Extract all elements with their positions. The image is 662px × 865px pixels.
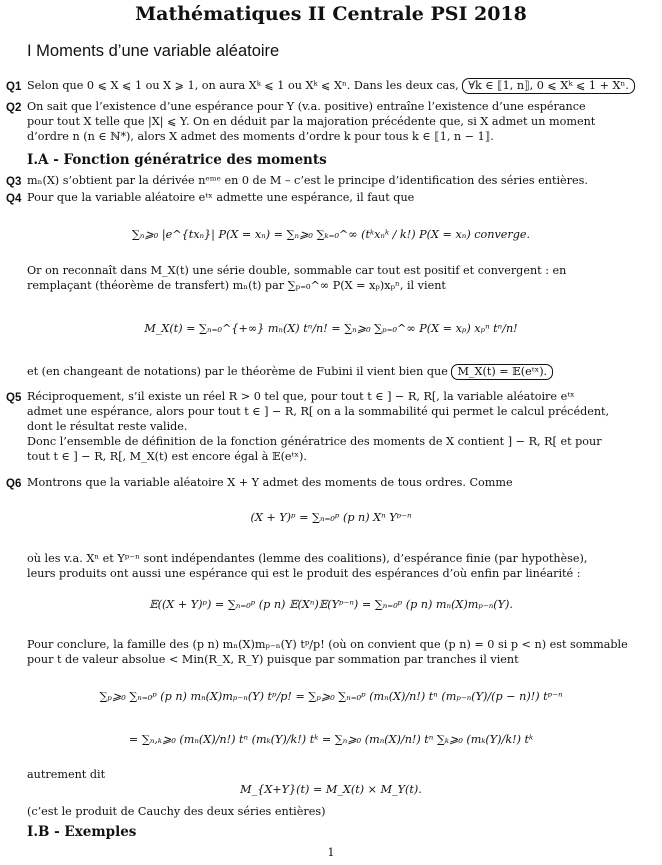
subsection-heading-ib: I.B - Exemples [27, 824, 137, 840]
question-label-q5: Q5 [6, 392, 22, 404]
q2-text [27, 100, 655, 145]
q5-text [27, 390, 655, 464]
q6-equation-2: 𝔼((X + Y)ᵖ) = ∑ₙ₌₀ᵖ (p n) 𝔼(Xⁿ)𝔼(Yᵖ⁻ⁿ) = ∑ₙ₌₀ᵖ (p n) mₙ(X)mₚ₋ₙ(Y). [149, 598, 513, 611]
q6-paragraph-1 [27, 552, 655, 582]
q2-line-1: On sait que l’existence d’une espérance pour Y (v.a. positive) entraîne l’existence d’une espérance [27, 100, 586, 113]
q6-para1-line-1: où les v.a. Xⁿ et Yᵖ⁻ⁿ sont indépendantes (lemme des coalitions), d’espérance finie (par hypothèse), [27, 552, 588, 565]
section-heading: I Moments d’une variable aléatoire [27, 42, 280, 60]
question-label-q6: Q6 [6, 478, 22, 490]
q4-paragraph-1 [27, 264, 655, 294]
q5-line-1: Réciproquement, s’il existe un réel R > 0 tel que, pour tout t ∈ ] − R, R[, la variable aléatoire eᵗˣ [27, 390, 575, 403]
q6-paragraph-4: (c’est le produit de Cauchy des deux séries entières) [27, 805, 326, 818]
q4-para1-line-1: Or on reconnaît dans M_X(t) une série double, sommable car tout est positif et convergent : en [27, 264, 567, 277]
q6-text: Montrons que la variable aléatoire X + Y admet des moments de tous ordres. Comme [27, 476, 513, 489]
q6-paragraph-3: autrement dit [27, 768, 106, 781]
q4-text: Pour que la variable aléatoire eᵗˣ admette une espérance, il faut que [27, 191, 415, 204]
q3-text: mₙ(X) s’obtient par la dérivée nᵉᵐᵉ en 0 de M – c’est le principe d’identification des séries entières. [27, 174, 588, 187]
document-title: Mathématiques II Centrale PSI 2018 [135, 3, 527, 25]
q6-equation-4: = ∑ₙ,ₖ⩾₀ (mₙ(X)/n!) tⁿ (mₖ(Y)/k!) tᵏ = ∑ₙ⩾₀ (mₙ(X)/n!) tⁿ ∑ₖ⩾₀ (mₖ(Y)/k!) tᵏ [128, 733, 534, 746]
q2-line-2: pour tout X telle que |X| ⩽ Y. On en déduit par la majoration précédente que, si X admet un moment [27, 114, 596, 128]
q2-line-3: d’ordre n (n ∈ ℕ*), alors X admet des moments d’ordre k pour tous k ∈ ⟦1, n − 1⟧. [27, 129, 494, 143]
q6-para1-line-2: leurs produits ont aussi une espérance qui est le produit des espérances d’où enfin par linéarité : [27, 566, 581, 580]
q5-line-2: admet une espérance, alors pour tout t ∈ ] − R, R[ on a la sommabilité qui permet le calcul précédent, [27, 404, 610, 418]
q6-equation-3: ∑ₚ⩾₀ ∑ₙ₌₀ᵖ (p n) mₙ(X)mₚ₋ₙ(Y) tᵖ/p! = ∑ₚ⩾₀ ∑ₙ₌₀ᵖ (mₙ(X)/n!) tⁿ (mₚ₋ₙ(Y)/(p − n)!) tᵖ⁻ⁿ [99, 690, 563, 703]
q4-para2-line: et (en changeant de notations) par le théorème de Fubini il vient bien que [27, 365, 448, 378]
q4-boxed-result: M_X(t) = 𝔼(eᵗˣ). [451, 364, 553, 380]
q4-equation-1: ∑ₙ⩾₀ |e^{txₙ}| P(X = xₙ) = ∑ₙ⩾₀ ∑ₖ₌₀^∞ (tᵏxₙᵏ / k!) P(X = xₙ) converge. [131, 228, 531, 241]
q1-text [27, 78, 655, 94]
q6-paragraph-2 [27, 638, 655, 668]
question-label-q4: Q4 [6, 193, 22, 205]
q1-line: Selon que 0 ⩽ X ⩽ 1 ou X ⩾ 1, on aura Xᵏ ⩽ 1 ou Xᵏ ⩽ Xⁿ. Dans les deux cas, [27, 79, 459, 92]
q1-boxed-result: ∀k ∈ ⟦1, n⟧, 0 ⩽ Xᵏ ⩽ 1 + Xⁿ. [462, 78, 635, 94]
q4-para1-line-2: remplaçant (théorème de transfert) mₙ(t) par ∑ₚ₌₀^∞ P(X = xₚ)xₚⁿ, il vient [27, 278, 446, 292]
page-number: 1 [327, 846, 335, 859]
subsection-heading-ia: I.A - Fonction génératrice des moments [27, 152, 327, 168]
question-label-q2: Q2 [6, 102, 22, 114]
q4-paragraph-2 [27, 364, 655, 380]
q4-equation-2: M_X(t) = ∑ₙ₌₀^{+∞} mₙ(X) tⁿ/n! = ∑ₙ⩾₀ ∑ₚ₌₀^∞ P(X = xₚ) xₚⁿ tⁿ/n! [144, 322, 518, 335]
q5-line-3: dont le résultat reste valide. [27, 419, 188, 433]
question-label-q1: Q1 [6, 81, 22, 93]
q5-para-line-1: Donc l’ensemble de définition de la fonction génératrice des moments de X contient ] − R, R[ et pour [27, 434, 602, 448]
q5-para-line-2: tout t ∈ ] − R, R[, M_X(t) est encore égal à 𝔼(eᵗˣ). [27, 449, 307, 463]
question-label-q3: Q3 [6, 176, 22, 188]
q6-para2-line-1: Pour conclure, la famille des (p n) mₙ(X)mₚ₋ₙ(Y) tᵖ/p! (où on convient que (p n) = 0 si p < n) est sommable [27, 638, 628, 651]
q6-para2-line-2: pour t de valeur absolue < Min(R_X, R_Y) puisque par sommation par tranches il vient [27, 652, 519, 666]
q6-equation-5: M_{X+Y}(t) = M_X(t) × M_Y(t). [240, 783, 422, 796]
q6-equation-1: (X + Y)ᵖ = ∑ₙ₌₀ᵖ (p n) Xⁿ Yᵖ⁻ⁿ [250, 511, 412, 524]
